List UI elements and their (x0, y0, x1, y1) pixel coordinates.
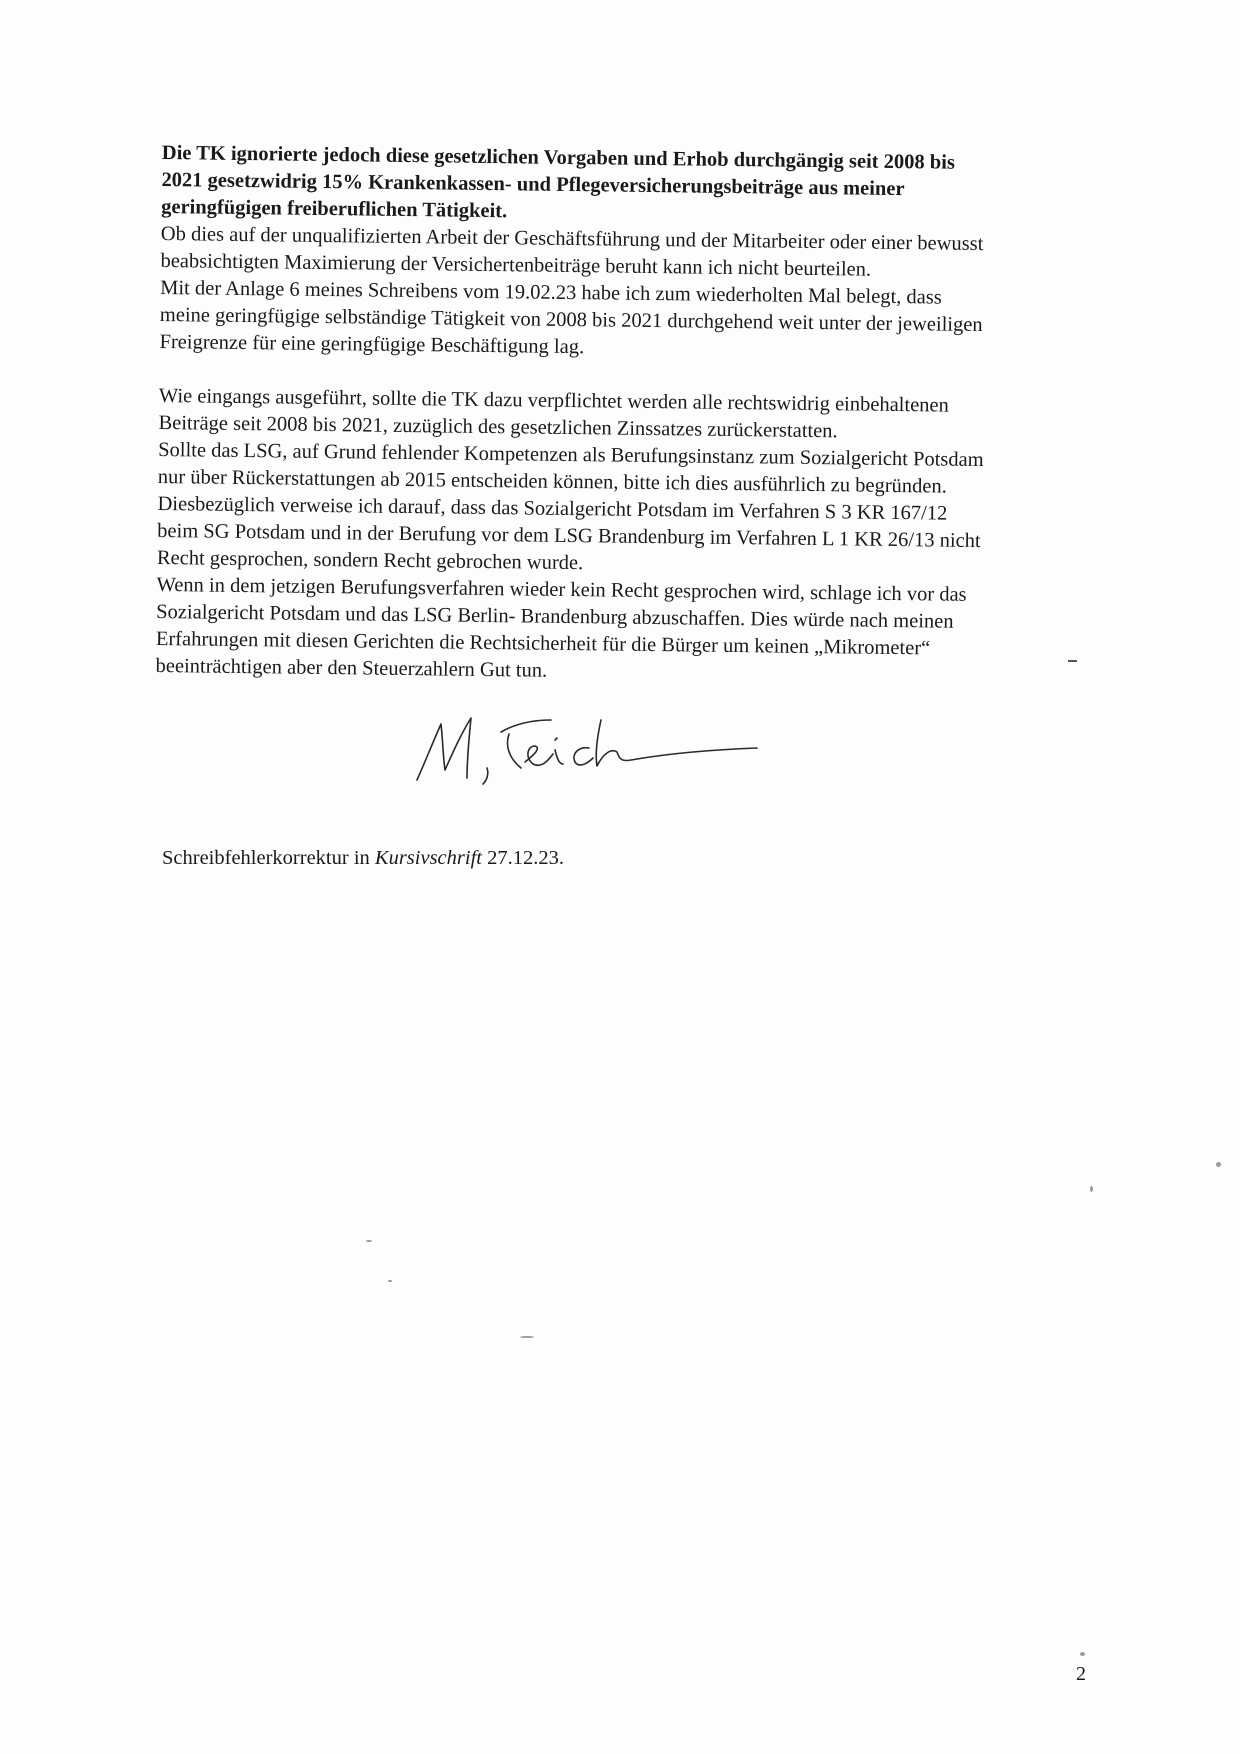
text-line: beabsichtigten Maximierung der Versichertenbeiträge beruht kann ich nicht beurteilen. (160, 249, 872, 281)
correction-prefix: Schreibfehlerkorrektur in (162, 847, 375, 869)
scan-speck (1090, 1186, 1093, 1192)
letter-body (155, 140, 1082, 691)
text-line: Freigrenze für eine geringfügige Beschäftigung lag. (159, 330, 585, 359)
scan-speck (388, 1280, 392, 1282)
text-line: Sozialgericht Potsdam und das LSG Berlin- Brandenburg abzuschaffen. Dies würde nach meinen (156, 600, 954, 633)
correction-italic: Kursivschrift (374, 847, 482, 869)
text-line: Beiträge seit 2008 bis 2021, zuzüglich des gesetzlichen Zinssatzes zurückerstatten. (158, 411, 838, 443)
paragraph-1 (159, 221, 1081, 367)
scan-speck (520, 1336, 534, 1338)
scan-speck (1080, 1652, 1085, 1656)
paragraph-2 (155, 383, 1079, 691)
text-line: Diesbezüglich verweise ich darauf, dass das Sozialgericht Potsdam im Verfahren S 3 KR 167/12 (157, 492, 948, 525)
text-line: Die TK ignorierte jedoch diese gesetzlichen Vorgaben und Erhob durchgängig seit 2008 bis (161, 141, 956, 174)
page-number: 2 (1076, 1663, 1086, 1685)
text-line: beeinträchtigen aber den Steuerzahlern Gut tun. (155, 654, 548, 682)
text-line: geringfügigen freiberuflichen Tätigkeit. (161, 195, 508, 223)
text-line: Ob dies auf der unqualifizierten Arbeit der Geschäftsführung und der Mitarbeiter oder einer bewusst (160, 222, 984, 256)
text-line: Erfahrungen mit diesen Gerichten die Rechtsicherheit für die Bürger um keinen „Mikrometer“ (155, 627, 931, 660)
handwritten-signature (405, 702, 765, 792)
correction-note (162, 847, 564, 870)
scan-speck (1216, 1162, 1221, 1167)
text-line: Wie eingangs ausgeführt, sollte die TK dazu verpflichtet werden alle rechtswidrig einbehaltenen (158, 384, 949, 417)
text-line: Sollte das LSG, auf Grund fehlender Kompetenzen als Berufungsinstanz zum Sozialgericht Potsdam (158, 438, 984, 472)
correction-suffix: 27.12.23. (481, 847, 564, 869)
text-line: Mit der Anlage 6 meines Schreibens vom 19.02.23 habe ich zum wiederholten Mal belegt, dass (160, 276, 942, 309)
text-line: nur über Rückerstattungen ab 2015 entscheiden können, bitte ich dies ausführlich zu begründen. (157, 465, 947, 498)
text-line: 2021 gesetzwidrig 15% Krankenkassen- und Pflegeversicherungsbeiträge aus meiner (161, 168, 905, 201)
text-line: Recht gesprochen, sondern Recht gebrochen wurde. (156, 546, 584, 575)
bold-paragraph (161, 140, 1082, 232)
scan-speck (366, 1240, 372, 1242)
text-line: Wenn in dem jetzigen Berufungsverfahren wieder kein Recht gesprochen wird, schlage ich vor das (156, 573, 967, 606)
margin-mark (1068, 660, 1077, 662)
text-line: meine geringfügige selbständige Tätigkeit von 2008 bis 2021 durchgehend weit unter der jeweiligen (159, 303, 983, 337)
text-line: beim SG Potsdam und in der Berufung vor dem LSG Brandenburg im Verfahren L 1 KR 26/13 nicht (157, 519, 981, 553)
